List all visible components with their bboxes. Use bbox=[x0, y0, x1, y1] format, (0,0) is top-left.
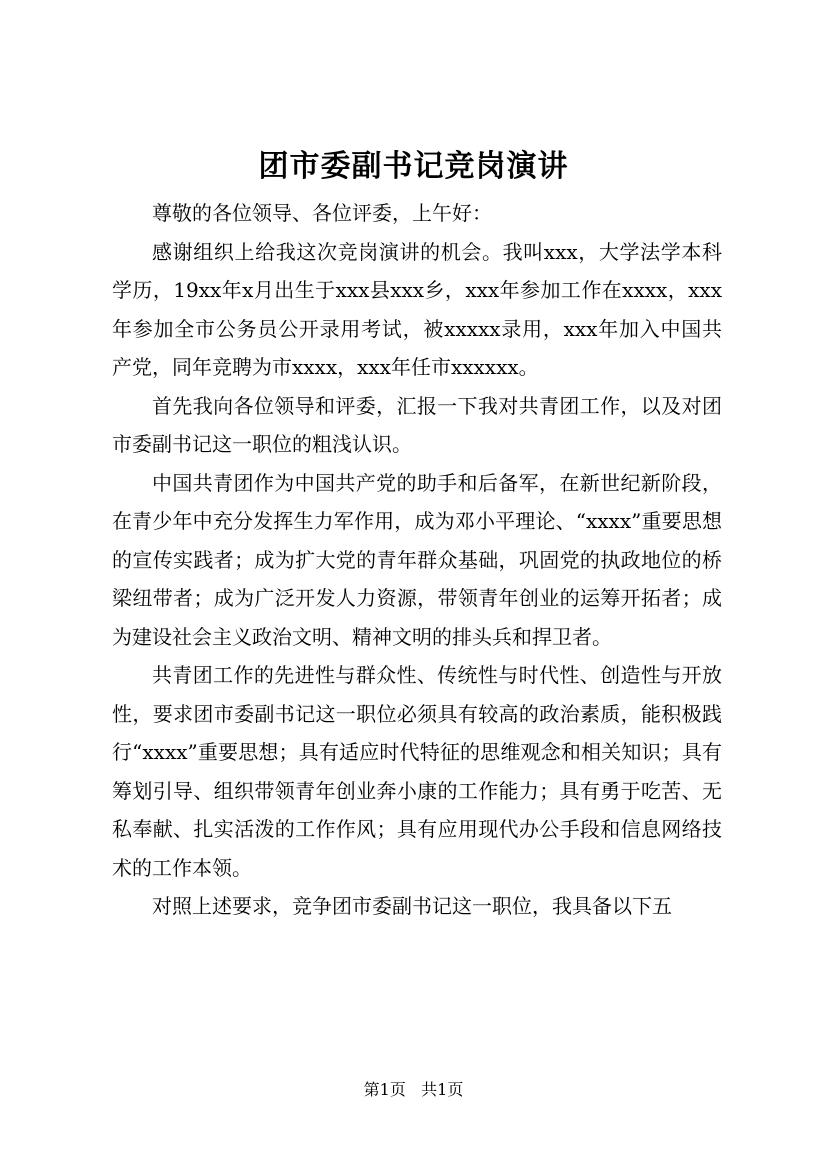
document-body bbox=[112, 194, 722, 926]
paragraph-report: 首先我向各位领导和评委，汇报一下我对共青团工作，以及对团市委副书记这一职位的粗浅认识。 bbox=[112, 393, 722, 456]
page-footer bbox=[0, 1078, 827, 1102]
page-number: 第1页 bbox=[363, 1080, 406, 1099]
page-total: 共1页 bbox=[421, 1080, 464, 1099]
page-separator bbox=[411, 1080, 416, 1099]
paragraph-introduction: 感谢组织上给我这次竞岗演讲的机会。我叫xxx，大学法学本科学历，19xx年x月出生于xxx县xxx乡，xxx年参加工作在xxxx，xxx年参加全市公务员公开录用考试，被xxxxx录用，xxx年加入中国共产党，同年竞聘为市xxxx，xxx年任市xxxxxx。 bbox=[112, 239, 722, 379]
paragraph-league-role: 中国共青团作为中国共产党的助手和后备军，在新世纪新阶段，在青少年中充分发挥生力军作用，成为邓小平理论、“xxxx”重要思想的宣传实践者；成为扩大党的青年群众基础，巩固党的执政地位的桥梁纽带者；成为广泛开发人力资源，带领青年创业的运筹开拓者；成为建设社会主义政治文明、精神文明的排头兵和捍卫者。 bbox=[112, 470, 722, 649]
paragraph-requirements: 共青团工作的先进性与群众性、传统性与时代性、创造性与开放性，要求团市委副书记这一职位必须具有较高的政治素质，能积极践行“xxxx”重要思想；具有适应时代特征的思维观念和相关知识；具有筹划引导、组织带领青年创业奔小康的工作能力；具有勇于吃苦、无私奉献、扎实活泼的工作作风；具有应用现代办公手段和信息网络技术的工作本领。 bbox=[112, 663, 722, 880]
document-title: 团市委副书记竞岗演讲 bbox=[258, 149, 569, 184]
paragraph-greeting: 尊敬的各位领导、各位评委，上午好： bbox=[152, 201, 492, 225]
paragraph-qualifications: 对照上述要求，竞争团市委副书记这一职位，我具备以下五 bbox=[152, 894, 672, 918]
